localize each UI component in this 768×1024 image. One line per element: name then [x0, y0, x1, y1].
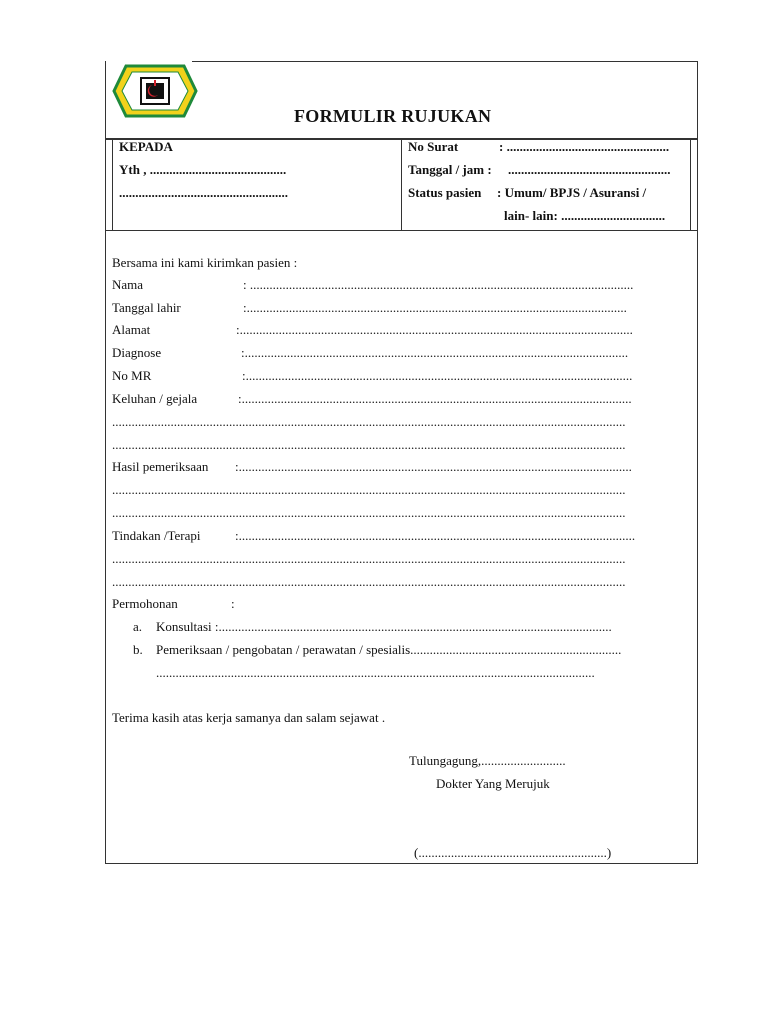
box-right-border [690, 139, 691, 231]
keluhan-field: :........................................................................................................................ [238, 391, 632, 406]
tindakan-line-3: .............................................................................................................................................................. [112, 574, 626, 589]
signature-line: (..........................................................) [414, 845, 612, 860]
item-b-marker: b. [133, 642, 143, 657]
hasil-pemeriksaan-label: Hasil pemeriksaan [112, 459, 209, 474]
hasil-line-3: .............................................................................................................................................................. [112, 505, 626, 520]
tindakan-terapi-field: :.......................................................................................................................... [235, 528, 636, 543]
nama-field: : ...................................................................................................................... [243, 277, 634, 292]
nama-label: Nama [112, 277, 144, 292]
tanggal-lahir-label: Tanggal lahir [112, 300, 181, 315]
status-pasien-options: : Umum/ BPJS / Asuransi / [497, 185, 647, 200]
permohonan-colon: : [231, 596, 235, 611]
keluhan-line-3: .............................................................................................................................................................. [112, 437, 626, 452]
no-surat-field: : .................................................. [499, 139, 670, 154]
no-mr-label: No MR [112, 368, 152, 383]
tanggal-jam-label: Tanggal / jam : [408, 162, 492, 177]
tindakan-terapi-label: Tindakan /Terapi [112, 528, 201, 543]
tanggal-jam-field: .................................................. [508, 162, 671, 177]
tanggal-lahir-field: :..................................................................................................................... [243, 300, 627, 315]
pemeriksaan-field: Pemeriksaan / pengobatan / perawatan / spesialis................................................................. [156, 642, 622, 657]
keluhan-label: Keluhan / gejala [112, 391, 198, 406]
permohonan-label: Permohonan [112, 596, 178, 611]
keluhan-line-2: .............................................................................................................................................................. [112, 414, 626, 429]
lain-lain-field: lain- lain: ................................ [504, 208, 666, 223]
kepada-label: KEPADA [119, 139, 173, 154]
box-middle-border [401, 139, 402, 231]
diagnose-field: :...................................................................................................................... [241, 345, 629, 360]
hospital-logo [112, 63, 198, 119]
no-surat-label: No Surat [408, 139, 459, 154]
alamat-label: Alamat [112, 322, 151, 337]
alamat-field: :......................................................................................................................... [236, 322, 633, 337]
hasil-pemeriksaan-field: :......................................................................................................................... [235, 459, 632, 474]
form-title: FORMULIR RUJUKAN [294, 106, 492, 126]
diagnose-label: Diagnose [112, 345, 162, 360]
intro-text: Bersama ini kami kirimkan pasien : [112, 255, 298, 270]
box-left-border [112, 139, 113, 231]
box-bottom-border [106, 230, 698, 231]
recipient-line-2: .................................................... [119, 185, 288, 200]
item-a-marker: a. [133, 619, 143, 634]
closing-text: Terima kasih atas kerja samanya dan salam sejawat . [112, 710, 386, 725]
yth-line: Yth , .......................................... [119, 162, 287, 177]
konsultasi-field: Konsultasi :......................................................................................................................... [156, 619, 612, 634]
place-date-line: Tulungagung,.......................... [409, 753, 566, 768]
pemeriksaan-line-2: ....................................................................................................................................... [156, 665, 595, 680]
no-mr-field: :....................................................................................................................... [242, 368, 633, 383]
signer-title: Dokter Yang Merujuk [436, 776, 550, 791]
tindakan-line-2: .............................................................................................................................................................. [112, 551, 626, 566]
status-pasien-label: Status pasien [408, 185, 482, 200]
hasil-line-2: .............................................................................................................................................................. [112, 482, 626, 497]
